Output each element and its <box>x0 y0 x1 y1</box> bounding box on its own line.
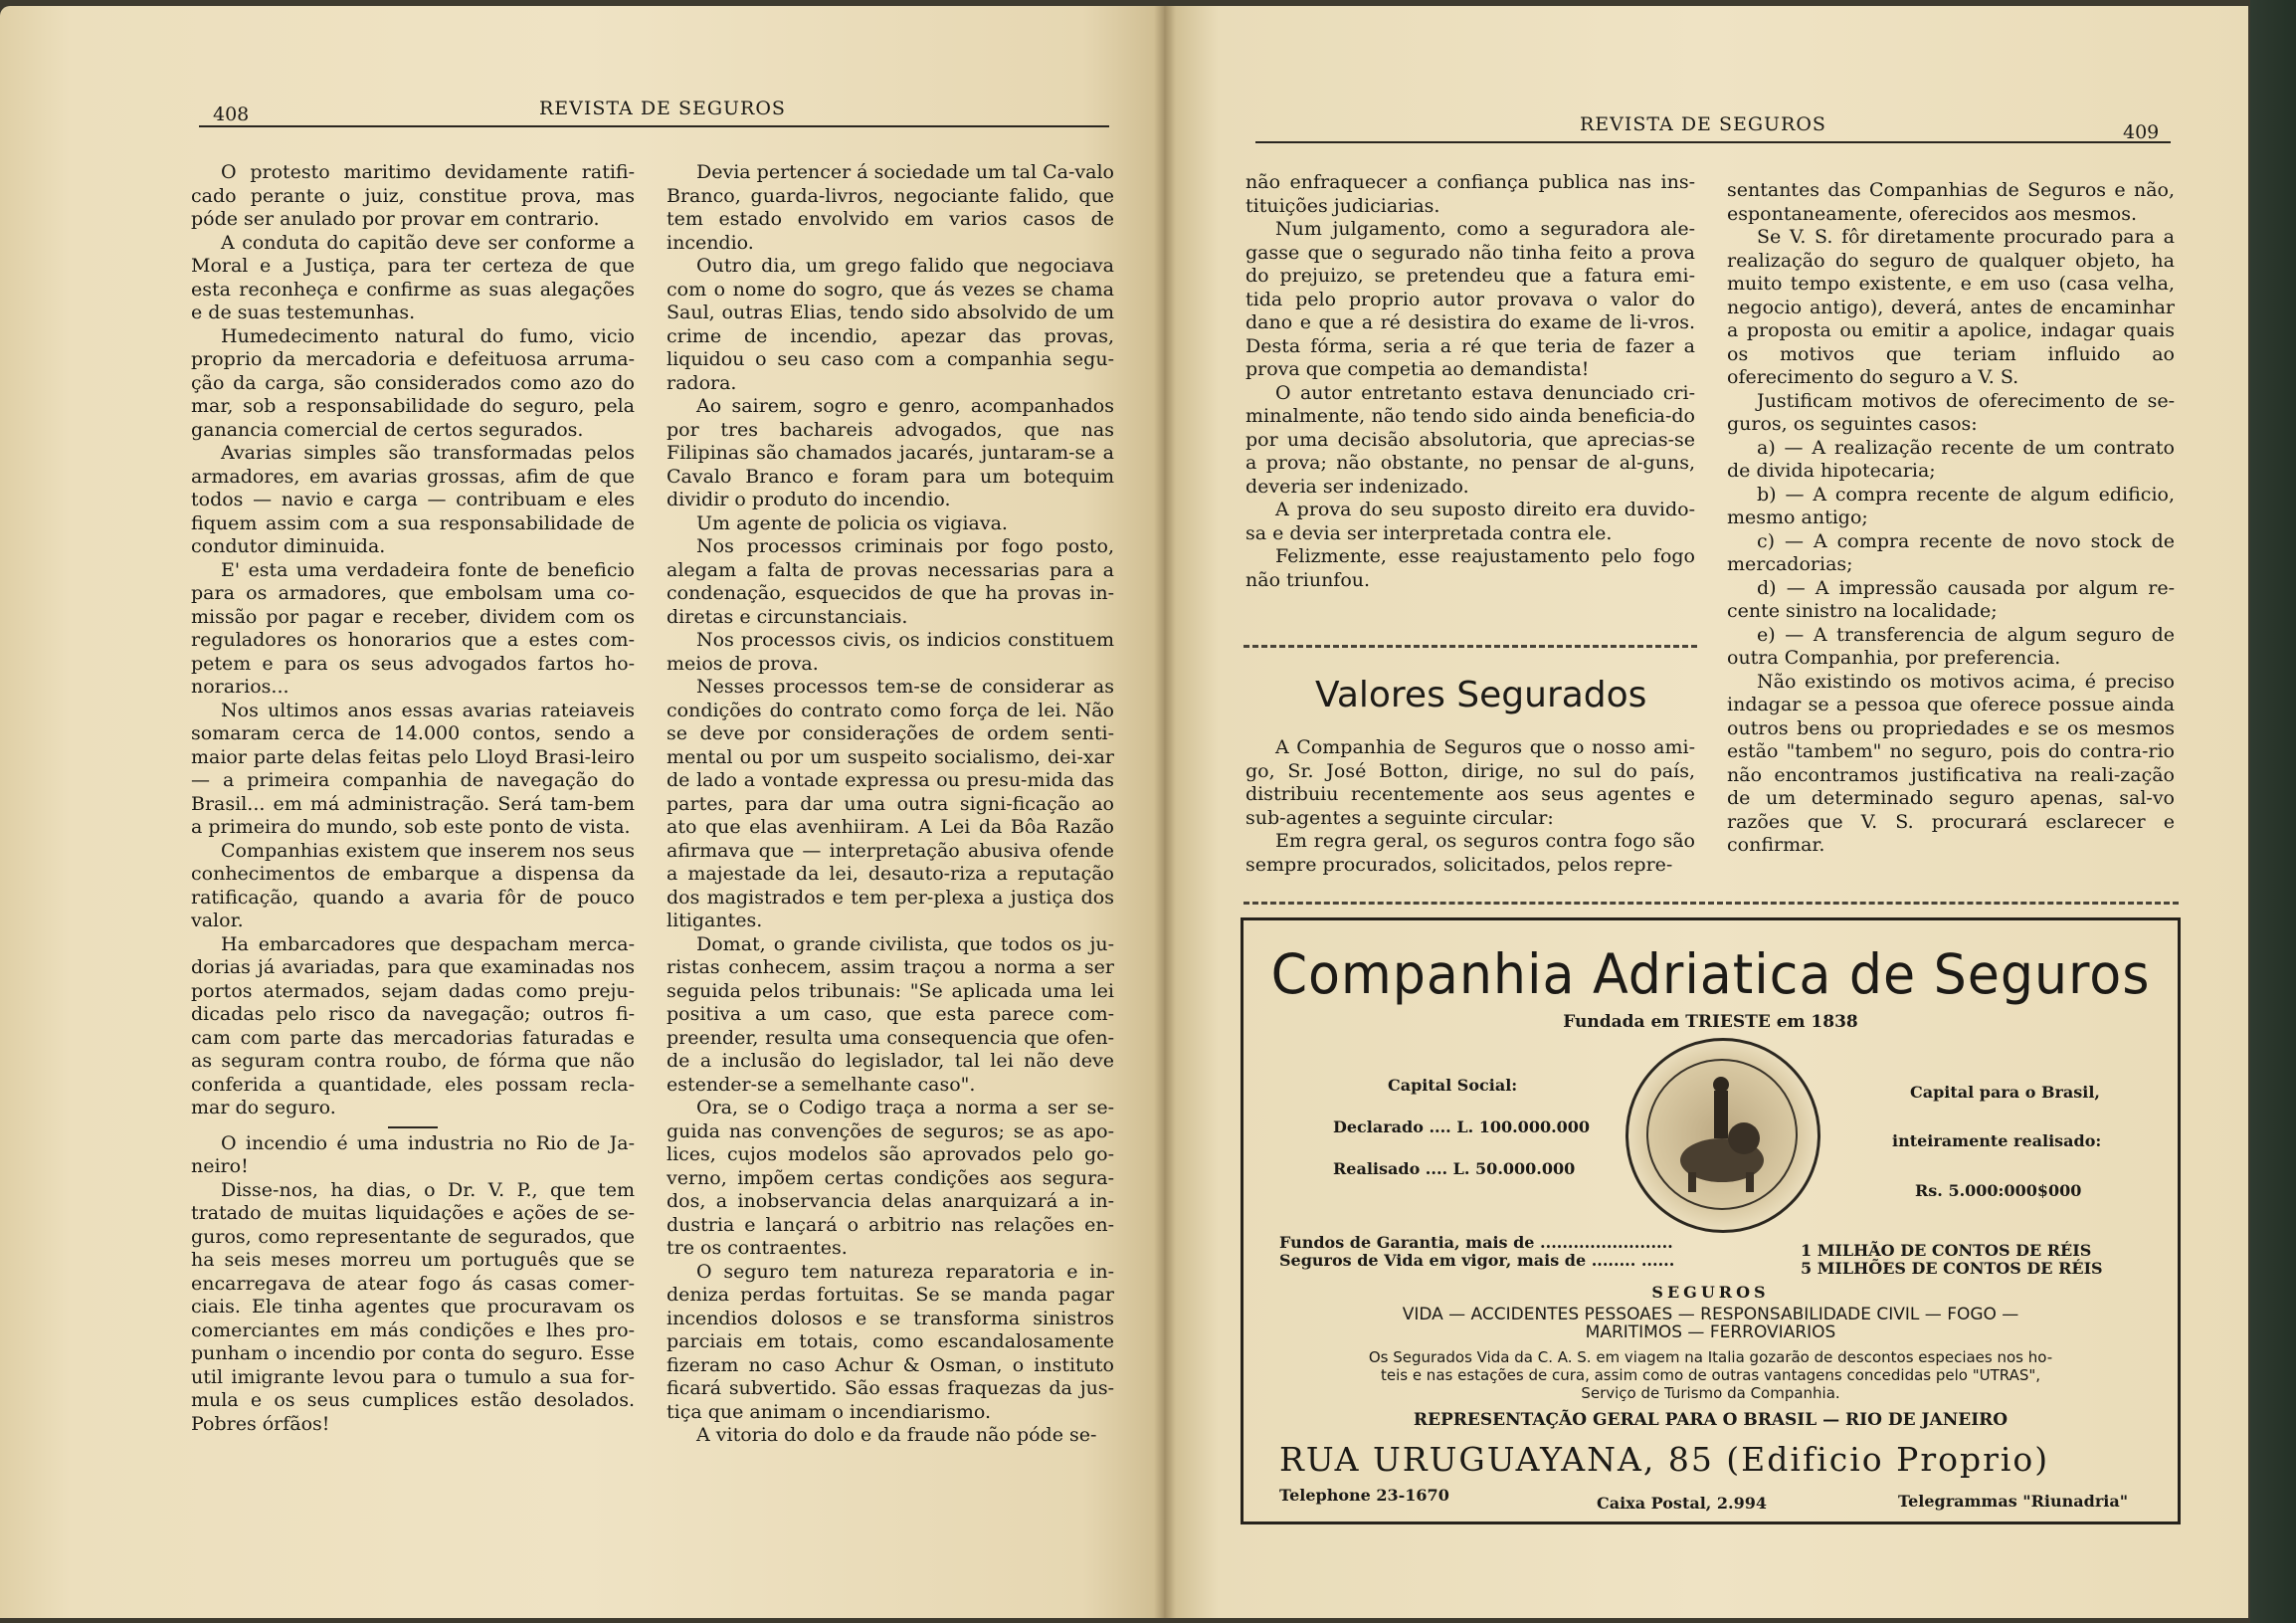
paragraph: Domat, o grande civilista, que todos os ju-ristas conhecem, assim traçou a norma a ser seguida pelos tribunais: "Se aplicada uma lei positiva a um caso, que esta parece com-preender, resulta uma consequencia que ofen-de a inclusão do legislador, tal lei não deve estender-se a semelhante caso". <box>667 932 1114 1096</box>
paragraph: Ha embarcadores que despacham merca-dorias já avariadas, para que examinadas nos portos atermados, sejam dadas como preju-dicadas pelo risco da navegação; outros fi-cam com parte das mercadorias faturadas e as seguram contra roubo, de fórma que não conferida a quantidade, eles possam recla-mar do seguro. <box>191 932 635 1118</box>
paragraph: Ao sairem, sogro e genro, acompanhados por tres bachareis advogados, que nas Filipinas são chamados jacarés, juntaram-se a Cavalo Branco e foram para um botequim dividir o produto do incendio. <box>667 395 1114 510</box>
ad-capital-realisado: Realisado .... L. 50.000.000 <box>1333 1159 1576 1178</box>
left-column-2 <box>667 161 1114 1448</box>
valores-segurados-text <box>1245 736 1695 877</box>
paragraph: Devia pertencer á sociedade um tal Ca-valo Branco, guarda-livros, negociante falido, que tem estado envolvido em varios casos de incendio. <box>667 161 1114 254</box>
paragraph: A conduta do capitão deve ser conforme a Moral e a Justiça, para ter certeza de que esta reconheça e confirme as suas alegações e de suas testemunhas. <box>191 231 635 323</box>
paragraph: Não existindo os motivos acima, é preciso indagar se a pessoa que oferece possue ainda outros bens ou propriedades e se os mesmos estão "tambem" no seguro, pois do contra-rio não encontramos justificativa na reali-zação de um determinado seguro apenas, sal-vo razões que V. S. procurará esclarecer e confirmar. <box>1727 670 2175 856</box>
ad-capital-brasil-line2: inteiramente realisado: <box>1892 1131 2102 1150</box>
paragraph: Disse-nos, ha dias, o Dr. V. P., que tem tratado de muitas liquidações e ações de se-guros, como representante de segurados, que ha seis meses morreu um português que se encarregava de atear fogo ás casas comer-ciais. Ele tinha agentes que procuravam os comerciantes em más condições e lhes pro-punham o incendio por conta do seguro. Esse util imigrante levou para o tumulo a sua for-mula e os seus cumplices estão desolados. Pobres órfãos! <box>191 1178 635 1435</box>
section-dashed-rule <box>1244 645 1697 648</box>
paragraph: Ora, se o Codigo traça a norma a ser se-guida nas convenções de seguros; se as apo-lices, cujos modelos são aprovados pelo go-verno, impõem certas condições aos segura-dos, a inobservancia delas anarquizará a in-dustria e lançará o arbitrio nas relações en-tre os contraentes. <box>667 1097 1114 1259</box>
right-running-header: REVISTA DE SEGUROS <box>1580 113 1826 135</box>
paragraph: Avarias simples são transformadas pelos armadores, em avarias grossas, afim de que todos — navio e carga — contribuam e eles fiquem assim com a sua responsabilidade de condutor diminuida. <box>191 442 635 557</box>
ad-founded: Fundada em TRIESTE em 1838 <box>1563 1012 1858 1032</box>
page-gutter <box>1154 6 1176 1618</box>
ad-travel-note-3: Serviço de Turismo da Companhia. <box>1581 1384 1840 1402</box>
paragraph: Nesses processos tem-se de considerar as condições do contrato como força de lei. Não se deve por considerações de ordem senti-mental ou por um suspeito socialismo, dei-xar de lado a vontade expressa ou presu-mida das partes, para dar uma outra signi-ficação ao ato que elas avenhiiram. A Lei da Bôa Razão afirmava que — interpretação abusiva ofende a majestade da lei, desauto-riza a reputação dos magistrados e tem per-plexa a justiça dos litigantes. <box>667 676 1114 931</box>
ad-seguros-vida-value: 5 MILHÕES DE CONTOS DE RÉIS <box>1801 1259 2103 1278</box>
right-header-rule <box>1255 141 2171 143</box>
ad-seguros-vida: Seguros de Vida em vigor, mais de ........ ...... <box>1279 1251 1675 1270</box>
list-item: c) — A compra recente de novo stock de mercadorias; <box>1727 529 2175 575</box>
paragraph: A Companhia de Seguros que o nosso ami-go, Sr. José Botton, dirige, no sul do país, distribuiu recentemente aos seus agentes e sub-agentes a seguinte circular: <box>1245 736 1695 829</box>
ad-telegrams: Telegrammas "Riunadria" <box>1898 1492 2129 1511</box>
paragraph: Em regra geral, os seguros contra fogo são sempre procurados, solicitados, pelos repre- <box>1245 830 1695 876</box>
ad-seguros-heading: SEGUROS <box>1651 1283 1770 1302</box>
ad-capital-social-label: Capital Social: <box>1388 1076 1518 1095</box>
ad-telephone: Telephone 23-1670 <box>1279 1486 1449 1505</box>
ad-fundos-garantia: Fundos de Garantia, mais de ........................ <box>1279 1233 1673 1252</box>
paragraph: Humedecimento natural do fumo, vicio proprio da mercadoria e defeituosa arruma-ção da carga, são considerados como azo do mar, sob a responsabilidade do seguro, pela ganancia comercial de certos segurados. <box>191 324 635 441</box>
ad-insurance-lines: VIDA — ACCIDENTES PESSOAES — RESPONSABILIDADE CIVIL — FOGO — <box>1402 1305 2019 1324</box>
left-running-header: REVISTA DE SEGUROS <box>539 98 786 119</box>
book-binding <box>2250 0 2296 1623</box>
paragraph: Se V. S. fôr diretamente procurado para a realização do seguro de qualquer objeto, ha muito tempo existente, e em uso (casa velha, negocio antigo), deverá, antes de encaminhar a proposta ou emitir a apolice, indagar quais os motivos que teriam influido ao oferecimento do seguro a V. S. <box>1727 226 2175 388</box>
paragraph: não enfraquecer a confiança publica nas ins-tituições judiciarias. <box>1245 171 1695 217</box>
paragraph: Nos processos criminais por fogo posto, alegam a falta de provas necessarias para a condenação, esquecidos de que ha provas in-diretas e circunstanciais. <box>667 535 1114 628</box>
list-item: e) — A transferencia de algum seguro de outra Companhia, por preferencia. <box>1727 623 2175 669</box>
paragraph: Um agente de policia os vigiava. <box>696 511 1008 534</box>
paragraph: O protesto maritimo devidamente ratifi-cado perante o juiz, constitue prova, mas póde ser anulado por provar em contrario. <box>191 161 635 230</box>
section-title: Valores Segurados <box>1315 675 1647 715</box>
list-item: b) — A compra recente de algum edificio, mesmo antigo; <box>1727 483 2175 528</box>
paragraph: Nos ultimos anos essas avarias rateiaveis somaram cerca de 14.000 contos, sendo a maior parte delas feitas pelo Lloyd Brasi-leiro — a primeira companhia de navegação do Brasil... em má administração. Será tam-bem a primeira do mundo, sob este ponto de vista. <box>191 699 635 838</box>
list-item: a) — A realização recente de um contrato de divida hipotecaria; <box>1727 436 2175 482</box>
paragraph: Num julgamento, como a seguradora ale-gasse que o segurado não tinha feito a prova do prejuizo, se pretendeu que a fatura emi-tida pelo proprio autor provava o valor do dano e que a ré desistira do exame de li-vros. Desta fórma, seria a ré que teria de fazer a prova que competia ao demandista! <box>1245 218 1695 380</box>
ad-representation: REPRESENTAÇÃO GERAL PARA O BRASIL — RIO DE JANEIRO <box>1413 1410 2009 1430</box>
ad-travel-note-2: teis e nas estações de cura, assim como de outras vantagens concedidas pelo "UTRAS", <box>1380 1366 2041 1384</box>
ad-address: RUA URUGUAYANA, 85 (Edificio Proprio) <box>1279 1440 2050 1479</box>
paragraph: A prova do seu suposto direito era duvido-sa e devia ser interpretada contra ele. <box>1245 499 1695 544</box>
right-column-2 <box>1727 179 2175 858</box>
paragraph: Nos processos civis, os indicios constituem meios de prova. <box>667 629 1114 675</box>
ad-company-name: Companhia Adriatica de Seguros <box>1270 942 2151 1006</box>
company-seal-emblem <box>1626 1038 1820 1233</box>
paragraph: O autor entretanto estava denunciado cri-minalmente, não tendo sido ainda beneficia-do por uma decisão absolutoria, que aprecias-se a prova; não obstante, no pensar de al-guns, deveria ser indenizado. <box>1245 381 1695 498</box>
ad-capital-declarado: Declarado .... L. 100.000.000 <box>1333 1117 1591 1136</box>
paragraph: O seguro tem natureza reparatoria e in-deniza perdas fortuitas. Se se manda pagar incendios dolosos e se transforma sinistros parciais em totais, como escandalosamente fizeram no caso Achur & Osman, o instituto ficará subvertido. São essas fraquezas da jus-tiça que animam o incendiarismo. <box>667 1260 1114 1423</box>
paragraph: Felizmente, esse reajustamento pelo fogo não triunfou. <box>1245 545 1695 591</box>
paragraph: A vitoria do dolo e da fraude não póde se- <box>696 1424 1097 1446</box>
right-page-number: 409 <box>2123 121 2160 143</box>
ad-capital-brasil-value: Rs. 5.000:000$000 <box>1915 1181 2082 1200</box>
ad-top-dashed-rule <box>1244 902 2179 905</box>
ad-caixa-postal: Caixa Postal, 2.994 <box>1597 1494 1768 1513</box>
paragraph: Justificam motivos de oferecimento de se-guros, os seguintes casos: <box>1727 389 2175 435</box>
left-column-1 <box>191 161 635 1436</box>
section-divider <box>388 1126 438 1128</box>
paragraph: Companhias existem que inserem nos seus conhecimentos de embarque a dispensa da ratificação, quando a avaria fôr de pouco valor. <box>191 839 635 931</box>
left-header-rule <box>199 125 1109 127</box>
paragraph: E' esta uma verdadeira fonte de beneficio para os armadores, que embolsam uma co-missão por pagar e receber, dividem com os reguladores os honorarios que a estes com-petem e para os seus advogados fartos ho-norarios... <box>191 558 635 698</box>
ad-travel-note-1: Os Segurados Vida da C. A. S. em viagem na Italia gozarão de descontos especiaes nos ho- <box>1368 1348 2053 1366</box>
ad-insurance-lines-2: MARITIMOS — FERROVIARIOS <box>1585 1322 1836 1342</box>
paragraph: Outro dia, um grego falido que negociava com o nome do sogro, que ás vezes se chama Saul, outras Elias, tendo sido absolvido de um crime de incendio, apezar das provas, liquidou o seu caso com a companhia segu-radora. <box>667 255 1114 394</box>
right-column-1 <box>1245 171 1695 592</box>
ad-fundos-value: 1 MILHÃO DE CONTOS DE RÉIS <box>1801 1241 2092 1260</box>
paragraph: sentantes das Companhias de Seguros e não, espontaneamente, oferecidos aos mesmos. <box>1727 179 2175 225</box>
paragraph: O incendio é uma industria no Rio de Ja-neiro! <box>191 1131 635 1177</box>
list-item: d) — A impressão causada por algum re-cente sinistro na localidade; <box>1727 576 2175 622</box>
left-page-number: 408 <box>213 103 250 125</box>
ad-capital-brasil-line1: Capital para o Brasil, <box>1910 1083 2100 1102</box>
lion-of-saint-mark-icon <box>1648 1061 1796 1208</box>
advertisement-box <box>1241 917 2181 1524</box>
seal-ring <box>1646 1059 1798 1210</box>
